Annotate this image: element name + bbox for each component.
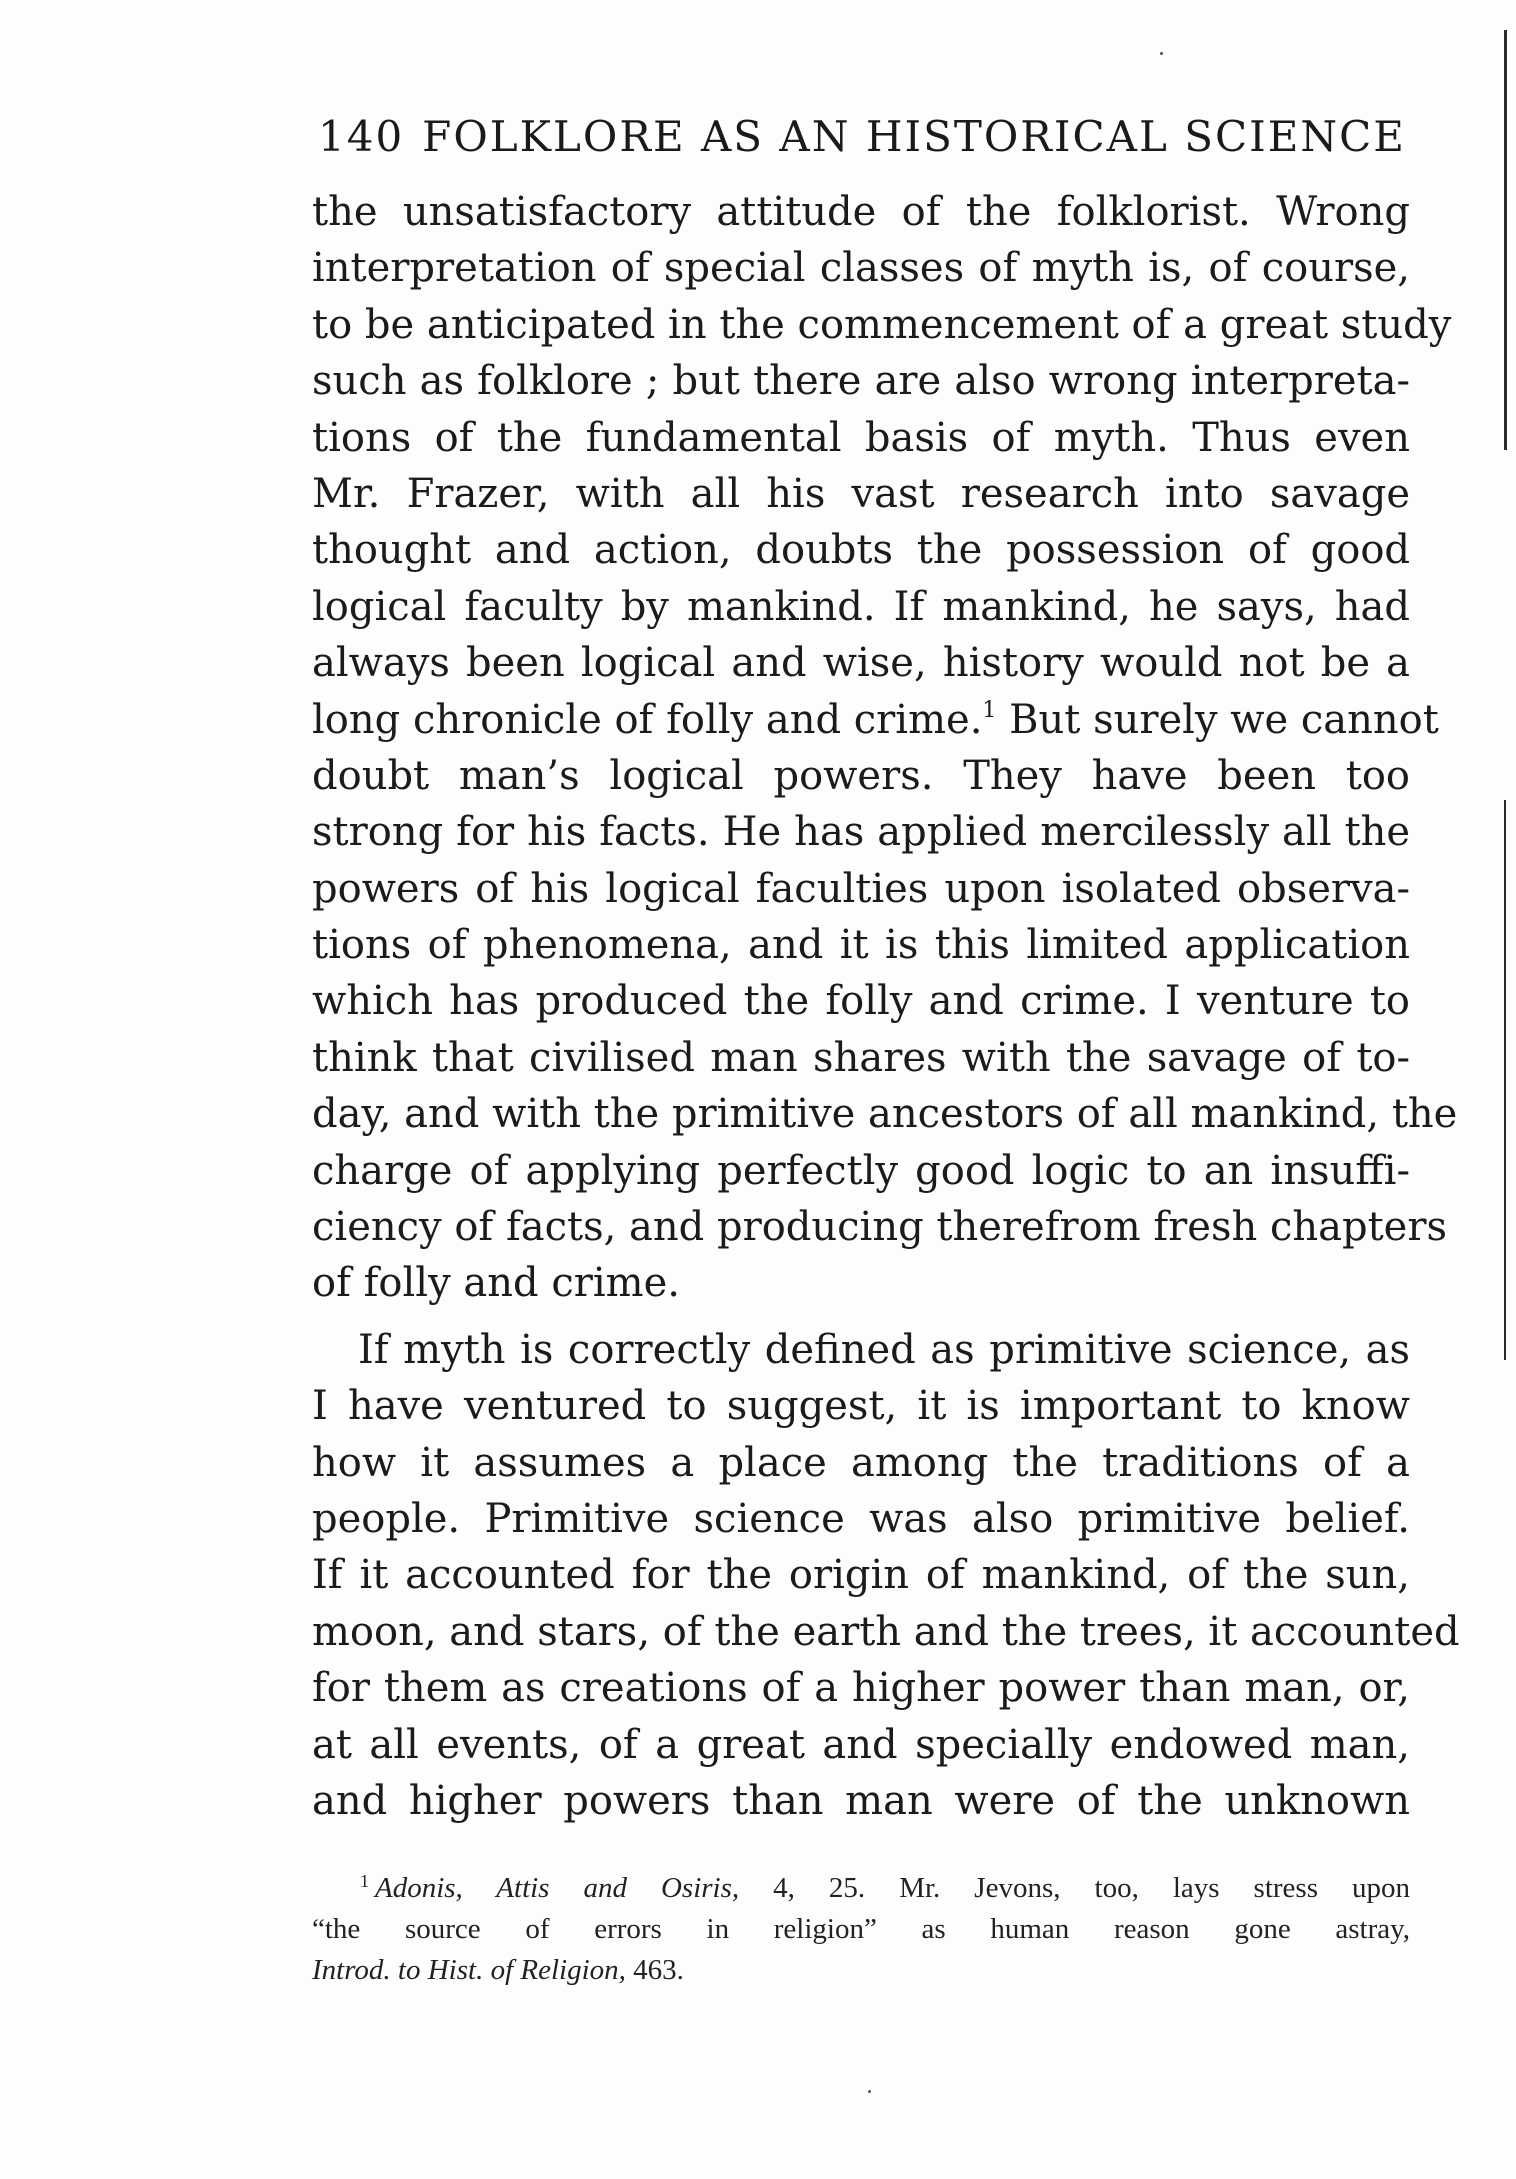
text-line-with-footnote [312, 692, 1439, 748]
footnote-line: “the source of errors in religion” as human reason gone astray, [312, 1913, 1410, 1945]
text-line: how it assumes a place among the traditions of a [312, 1439, 1410, 1486]
text-line: I have ventured to suggest, it is important to know [312, 1383, 1410, 1430]
running-title: FOLKLORE AS AN HISTORICAL SCIENCE [422, 112, 1406, 161]
footnotes [312, 1868, 1410, 1991]
text-line: at all events, of a great and specially endowed man, [312, 1721, 1410, 1768]
text-line: charge of applying perfectly good logic to an insuffi- [312, 1147, 1410, 1194]
page-edge-shadow [1504, 30, 1507, 450]
text-line: to be anticipated in the commencement of a great study [312, 301, 1452, 348]
body-text [312, 184, 1460, 1829]
text-line: day, and with the primitive ancestors of all mankind, the [312, 1091, 1458, 1138]
text-line: logical faculty by mankind. If mankind, he says, had [312, 583, 1410, 630]
text-line: powers of his logical faculties upon isolated observa- [312, 865, 1410, 912]
footnote-line [312, 1868, 1410, 1909]
text-segment: But surely we cannot [1009, 696, 1439, 743]
footnote-ref-pages: 4, 25. [773, 1872, 866, 1904]
text-line: think that civilised man shares with the savage of to- [312, 1034, 1410, 1081]
text-line: Mr. Frazer, with all his vast research into savage [312, 470, 1410, 517]
text-line: If it accounted for the origin of mankind, of the sun, [312, 1552, 1410, 1599]
text-line: moon, and stars, of the earth and the trees, it accounted [312, 1608, 1460, 1655]
text-line: strong for his facts. He has applied mercilessly all the [312, 809, 1410, 856]
text-line: people. Primitive science was also primitive belief. [312, 1495, 1410, 1542]
footnote-ref-pages: 463. [633, 1954, 684, 1986]
footnote-line [312, 1950, 1410, 1991]
text-segment: long chronicle of folly and crime. [312, 696, 983, 743]
footnote-text: Mr. Jevons, too, lays stress upon [899, 1872, 1411, 1904]
text-line: such as folklore ; but there are also wrong interpreta- [312, 358, 1410, 405]
text-line: If myth is correctly defined as primitive science, as [358, 1326, 1410, 1373]
paper-speck [1160, 52, 1163, 55]
text-line: thought and action, doubts the possession of good [312, 527, 1410, 574]
text-line: of folly and crime. [312, 1260, 680, 1307]
text-line: always been logical and wise, history would not be a [312, 640, 1410, 687]
text-line: which has produced the folly and crime. I venture to [312, 978, 1410, 1025]
text-line: interpretation of special classes of myth is, of course, [312, 245, 1410, 292]
paragraph-2 [312, 1322, 1460, 1830]
running-header [318, 112, 1406, 161]
page-number: 140 [318, 112, 405, 161]
text-line: the unsatisfactory attitude of the folklorist. Wrong [312, 189, 1410, 235]
text-line: doubt man’s logical powers. They have been too [312, 752, 1410, 799]
footnote-marker: 1 [360, 1871, 369, 1891]
footnote-title: Introd. to Hist. of Religion, [312, 1954, 626, 1986]
footnote-title: Adonis, Attis and Osiris, [375, 1872, 740, 1904]
text-line: ciency of facts, and producing therefrom fresh chapters [312, 1204, 1447, 1251]
text-line: and higher powers than man were of the unknown [312, 1777, 1410, 1824]
paper-speck [868, 2090, 871, 2093]
text-line: tions of the fundamental basis of myth. Thus even [312, 414, 1410, 461]
paragraph-1 [312, 184, 1458, 1312]
footnote-ref[interactable]: 1 [982, 697, 997, 723]
page-edge-shadow [1504, 800, 1506, 1360]
text-line: for them as creations of a higher power than man, or, [312, 1665, 1410, 1712]
text-line: tions of phenomena, and it is this limited application [312, 922, 1410, 969]
